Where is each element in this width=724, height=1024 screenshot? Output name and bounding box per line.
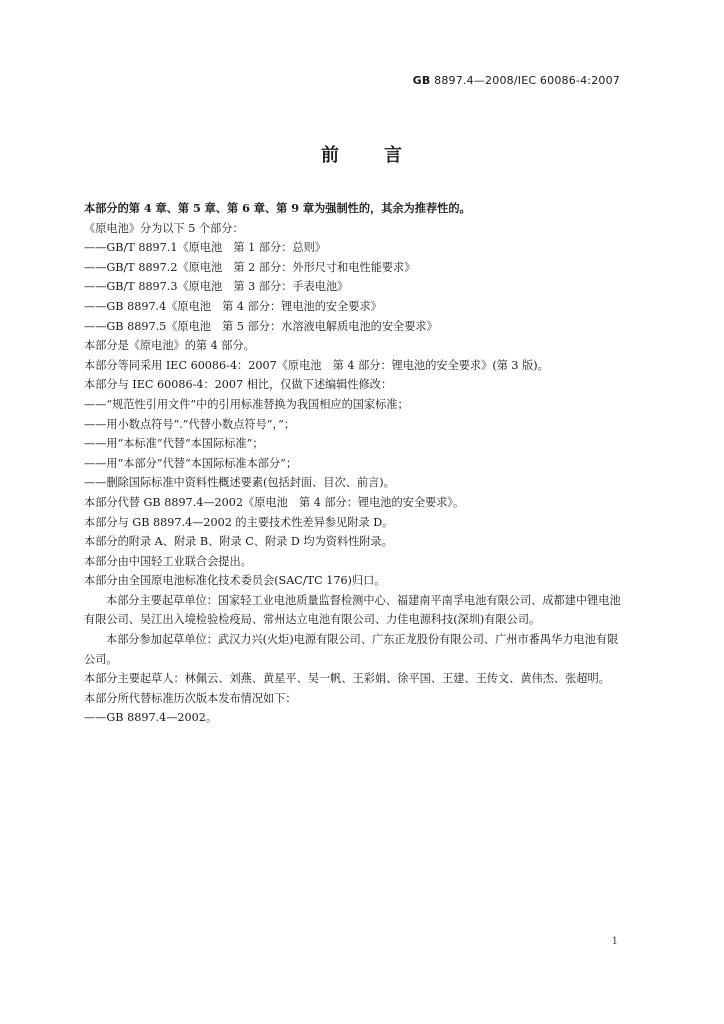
committee-statement: 本部分由全国原电池标准化技术委员会(SAC/TC 176)归口。 — [84, 574, 386, 588]
modifications-intro: 本部分与 IEC 60086-4：2007 相比，仅做下述编辑性修改： — [84, 378, 393, 392]
differences-statement: 本部分与 GB 8897.4—2002 的主要技术性差异参见附录 D。 — [84, 515, 394, 529]
modification-item: ——用“本标准”代替“本国际标准”； — [84, 437, 264, 451]
drafters-line: 本部分主要起草人：林佩云、刘燕、黄星平、吴一帆、王彩娟、徐平国、王建、王传文、黄伟杰、张超明。 — [84, 672, 610, 686]
series-intro-line: 《原电池》分为以下 5 个部分： — [84, 221, 244, 235]
standard-prefix: GB — [412, 74, 431, 87]
participating-units-paragraph: 本部分参加起草单位：武汉力兴(火炬)电源有限公司、广东正龙股份有限公司、广州市番禺华力电池有限公司。 — [84, 633, 619, 666]
history-item: ——GB 8897.4—2002。 — [84, 711, 218, 725]
page-number: 1 — [611, 936, 618, 947]
modification-item: ——删除国际标准中资料性概述要素(包括封面、目次、前言)。 — [84, 476, 395, 490]
series-part-2: ——GB/T 8897.2《原电池 第 2 部分：外形尺寸和电性能要求》 — [84, 260, 416, 274]
series-part-1: ——GB/T 8897.1《原电池 第 1 部分：总则》 — [84, 241, 326, 255]
modification-item: ——用“本部分”代替“本国际标准本部分”； — [84, 456, 298, 470]
replaces-statement: 本部分代替 GB 8897.4—2002《原电池 第 4 部分：锂电池的安全要求》。 — [84, 495, 465, 509]
modification-item: ——用小数点符号“.”代替小数点符号“，”； — [84, 417, 296, 431]
series-part-4: ——GB 8897.4《原电池 第 4 部分：锂电池的安全要求》 — [84, 299, 382, 313]
standard-code: 8897.4—2008/IEC 60086-4:2007 — [430, 74, 620, 87]
page-title — [0, 141, 724, 167]
modification-item: ——“规范性引用文件”中的引用标准替换为我国相应的国家标准； — [84, 397, 409, 411]
drafting-units-paragraph: 本部分主要起草单位：国家轻工业电池质量监督检测中心、福建南平南孚电池有限公司、成都建中锂电池有限公司、吴江出入境检验检疫局、常州达立电池有限公司、力佳电源科技(深圳)有限公司。 — [84, 593, 621, 627]
adoption-statement: 本部分等同采用 IEC 60086-4：2007《原电池 第 4 部分：锂电池的安全要求》(第 3 版)。 — [84, 358, 549, 372]
series-part-5: ——GB 8897.5《原电池 第 5 部分：水溶液电解质电池的安全要求》 — [84, 319, 438, 333]
part-statement: 本部分是《原电池》的第 4 部分。 — [84, 339, 255, 353]
title-char-2: 言 — [384, 145, 403, 166]
annex-statement: 本部分的附录 A、附录 B、附录 C、附录 D 均为资料性附录。 — [84, 535, 393, 549]
standard-number-header — [413, 74, 620, 87]
history-intro-line: 本部分所代替标准历次版本发布情况如下： — [84, 691, 297, 705]
foreword-body — [84, 199, 624, 728]
series-part-3: ——GB/T 8897.3《原电池 第 3 部分：手表电池》 — [84, 280, 349, 294]
title-char-1: 前 — [321, 145, 340, 166]
mandatory-chapters-line: 本部分的第 4 章、第 5 章、第 6 章、第 9 章为强制性的，其余为推荐性的。 — [84, 201, 471, 215]
proposer-statement: 本部分由中国轻工业联合会提出。 — [84, 554, 252, 568]
